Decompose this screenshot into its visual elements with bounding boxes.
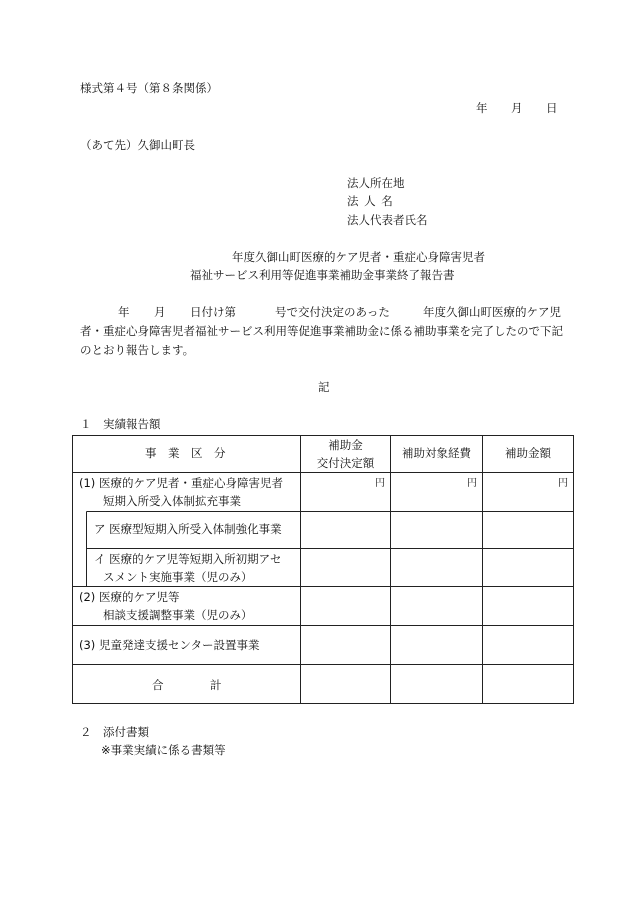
- header-subsidy-amount: 補助金額: [505, 446, 551, 460]
- row-i-label-line2: スメント実施事業（児のみ）: [103, 570, 253, 584]
- date-day-label: 日: [546, 101, 558, 115]
- row-1-label-line1: (1) 医療的ケア児者・重症心身障害児者: [79, 476, 283, 490]
- representative-name-label: 法人代表者氏名: [347, 213, 428, 227]
- date-month-label: 月: [511, 101, 523, 115]
- yen-unit-decided: 円: [375, 478, 385, 489]
- body-month: 月: [154, 305, 166, 319]
- ki-marker: 記: [318, 380, 330, 394]
- header-decided-amount-line2: 交付決定額: [316, 456, 375, 470]
- row-a-label: ア 医療型短期入所受入体制強化事業: [94, 522, 282, 536]
- body-fiscal-year-text: 年度久御山町医療的ケア児: [423, 305, 561, 319]
- body-line-2: 者・重症心身障害児者福祉サービス利用等促進事業補助金に係る補助事業を完了したので下記: [80, 324, 563, 338]
- row-1-label-line2: 短期入所受入体制拡充事業: [103, 494, 241, 508]
- yen-unit-eligible: 円: [467, 478, 477, 489]
- yen-unit-amount: 円: [558, 478, 568, 489]
- corporation-name-label: 法 人 名: [347, 194, 394, 208]
- addressee: （あて先）久御山町長: [80, 138, 195, 152]
- section-2-heading: ２ 添付書類: [80, 725, 149, 739]
- document-title-line1: 年度久御山町医療的ケア児者・重症心身障害児者: [232, 250, 485, 264]
- row-3-label: (3) 児童発達支援センター設置事業: [79, 638, 260, 652]
- date-year-label: 年: [476, 101, 488, 115]
- document-title-line2: 福祉サービス利用等促進事業補助金事業終了報告書: [190, 268, 455, 282]
- body-year: 年: [118, 305, 130, 319]
- body-decision: 号で交付決定のあった: [275, 305, 390, 319]
- corporation-address-label: 法人所在地: [347, 176, 405, 190]
- section-2-note: ※事業実績に係る書類等: [101, 743, 226, 757]
- total-label-right: 計: [210, 678, 222, 692]
- section-1-heading: １ 実績報告額: [80, 417, 161, 431]
- total-label-left: 合: [152, 678, 164, 692]
- header-category: 事 業 区 分: [145, 446, 226, 460]
- row-i-label-line1: イ 医療的ケア児等短期入所初期アセ: [94, 552, 282, 566]
- row-2-label-line1: (2) 医療的ケア児等: [79, 590, 180, 604]
- header-decided-amount-line1: 補助金: [328, 438, 363, 452]
- form-number: 様式第４号（第８条関係）: [80, 81, 218, 95]
- body-date-no: 日付け第: [190, 305, 236, 319]
- body-line-3: のとおり報告します。: [80, 343, 195, 357]
- header-eligible-expenses: 補助対象経費: [402, 446, 471, 460]
- row-2-label-line2: 相談支援調整事業（児のみ）: [103, 608, 253, 622]
